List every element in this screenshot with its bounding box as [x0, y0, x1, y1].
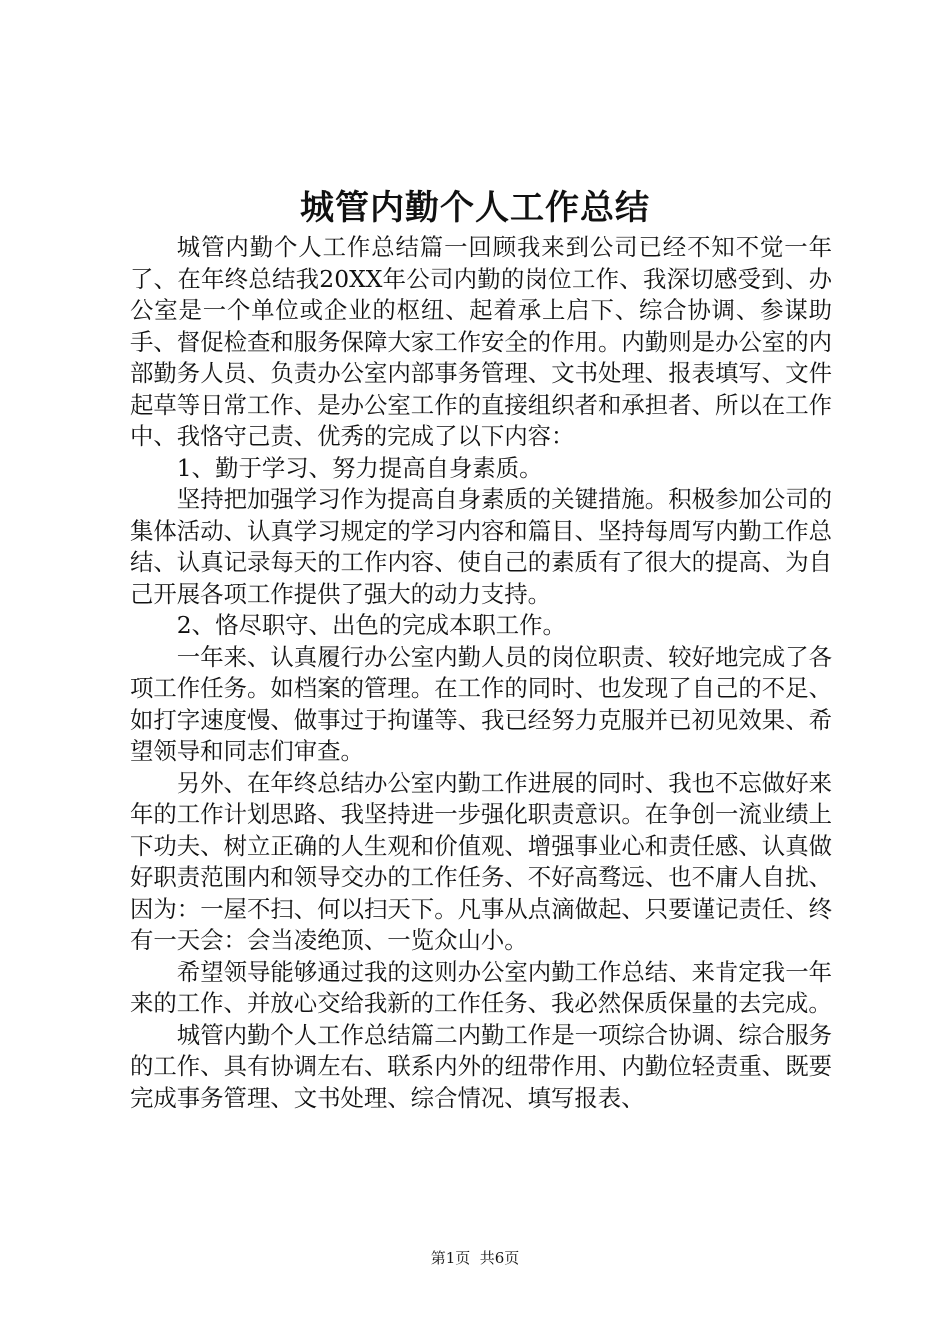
- section-heading-1: 1、勤于学习、努力提高自身素质。: [176, 453, 543, 482]
- paragraph-plan: 另外、在年终总结办公室内勤工作进展的同时、我也不忘做好来年的工作计划思路、我坚持进一步强化职责意识。在争创一流业绩上下功夫、树立正确的人生观和价值观、增强事业心和责任感、认真做好职责范围内和领导交办的工作任务、不好高骛远、也不庸人自扰、因为：一屋不扫、何以扫天下。凡事从点滴做起、只要谨记责任、终有一天会：会当凌绝顶、一览众山小。: [130, 768, 832, 954]
- page-number-label: 第1页 共6页: [430, 1249, 520, 1267]
- paragraph-duties: 一年来、认真履行办公室内勤人员的岗位职责、较好地完成了各项工作任务。如档案的管理。在工作的同时、也发现了自己的不足、如打字速度慢、做事过于拘谨等、我已经努力克服并已初见效果、希望领导和同志们审查。: [130, 642, 832, 765]
- document-body: [130, 232, 832, 1114]
- page-footer: [0, 1248, 950, 1268]
- paragraph-hope: 希望领导能够通过我的这则办公室内勤工作总结、来肯定我一年来的工作、并放心交给我新的工作任务、我必然保质保量的去完成。: [130, 957, 832, 1017]
- paragraph-intro: 城管内勤个人工作总结篇一回顾我来到公司已经不知不觉一年了、在年终总结我20XX年公司内勤的岗位工作、我深切感受到、办公室是一个单位或企业的枢纽、起着承上启下、综合协调、参谋助手、督促检查和服务保障大家工作安全的作用。内勤则是办公室的内部勤务人员、负责办公室内部事务管理、文书处理、报表填写、文件起草等日常工作、是办公室工作的直接组织者和承担者、所以在工作中、我恪守己责、优秀的完成了以下内容：: [130, 233, 832, 450]
- paragraph-part-two: 城管内勤个人工作总结篇二内勤工作是一项综合协调、综合服务的工作、具有协调左右、联系内外的纽带作用、内勤位轻责重、既要完成事务管理、文书处理、综合情况、填写报表、: [130, 1020, 832, 1112]
- page-title: 城管内勤个人工作总结: [300, 188, 650, 228]
- paragraph-study: 坚持把加强学习作为提高自身素质的关键措施。积极参加公司的集体活动、认真学习规定的学习内容和篇目、坚持每周写内勤工作总结、认真记录每天的工作内容、使自己的素质有了很大的提高、为自己开展各项工作提供了强大的动力支持。: [130, 485, 832, 608]
- section-heading-2: 2、恪尽职守、出色的完成本职工作。: [176, 611, 566, 639]
